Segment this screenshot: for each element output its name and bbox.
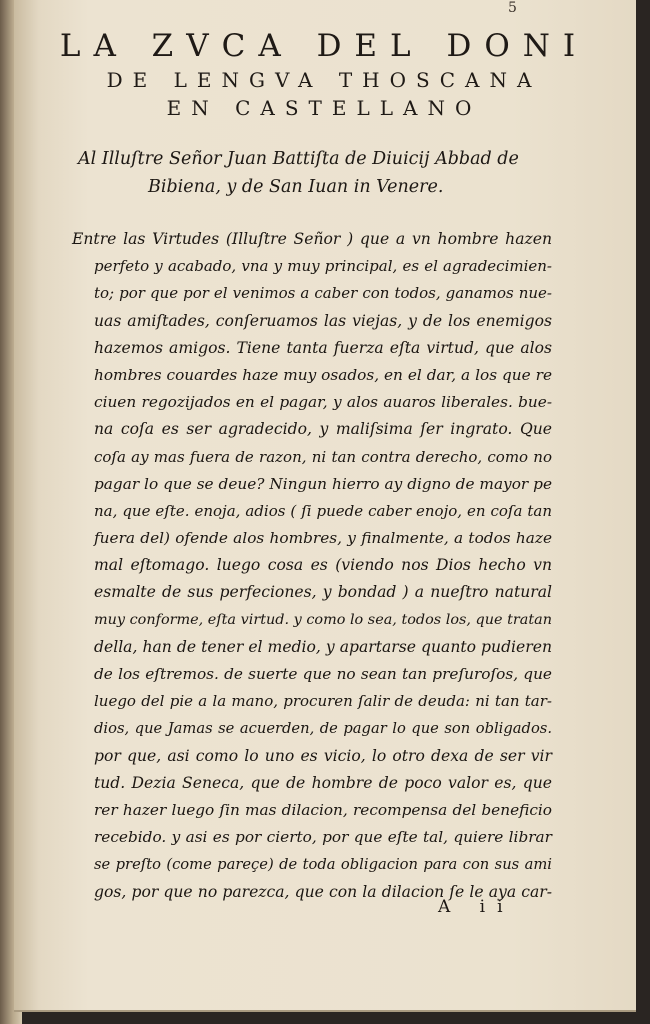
text-line: della, han de tener el medio, y apartarse quanto pudieren bbox=[94, 637, 552, 656]
dedication bbox=[78, 145, 558, 201]
text-line: Entre las Virtudes (Illuſtre Señor ) que a vn hombre hazen bbox=[72, 230, 552, 248]
text-line: na, que eſte. enoja, adios ( ſi puede caber enojo, en coſa tan bbox=[94, 501, 552, 520]
text-line: se preſto (come pareçe) de toda obligacion para con sus ami bbox=[94, 856, 552, 874]
text-line: de los eſtremos. de suerte que no sean tan preſuroſos, que bbox=[94, 665, 552, 683]
text-line: muy conforme, eſta virtud. y como lo sea, todos los, que tratan bbox=[94, 611, 552, 628]
text-line: mal eſtomago. luego cosa es (viendo nos Dios hecho vn bbox=[94, 556, 552, 575]
text-line: tud. Dezia Seneca, que de hombre de poco valor es, que bbox=[94, 773, 552, 792]
text-line: na coſa es ser agradecido, y maliſsima ſer ingrato. Que bbox=[94, 420, 552, 439]
text-line: recebido. y asi es por cierto, por que eſte tal, quiere librar bbox=[94, 828, 552, 847]
text-line: perfeto y acabado, vna y muy principal, es el agradecimien- bbox=[94, 257, 552, 276]
text-line: fuera del) ofende alos hombres, y finalmente, a todos haze bbox=[94, 529, 552, 548]
title-line-3: EN CASTELLANO bbox=[166, 96, 482, 120]
text-line: dios, que Jamas se acuerden, de pagar lo que son obligados. bbox=[94, 720, 552, 738]
text-line: ciuen regozijados en el pagar, y alos auaros liberales. bue- bbox=[94, 393, 552, 412]
text-line: pagar lo que se deue? Ningun hierro ay digno de mayor pe bbox=[94, 474, 552, 493]
title-line-1: LA ZVCA DEL DONI bbox=[59, 28, 589, 64]
page-number-mark: 5 bbox=[508, 0, 517, 16]
body-text bbox=[72, 226, 552, 906]
text-line: coſa ay mas fuera de razon, ni tan contra derecho, como no bbox=[94, 447, 552, 466]
title-line-2: DE LENGVA THOSCANA bbox=[106, 68, 542, 92]
text-line: gos, por que no parezca, que con la dilacion ſe le aya car- bbox=[94, 882, 552, 901]
text-line: rer hazer luego ſin mas dilacion, recompensa del beneficio bbox=[94, 800, 552, 819]
text-line: por que, asi como lo uno es vicio, lo otro dexa de ser vir bbox=[94, 746, 552, 765]
text-line: hazemos amigos. Tiene tanta fuerza eſta virtud, que alos bbox=[94, 338, 552, 357]
text-line: luego del pie a la mano, procuren ſalir de deuda: ni tan tar- bbox=[94, 692, 552, 711]
text-line: hombres couardes haze muy osados, en el dar, a los que re bbox=[94, 365, 552, 384]
dedication-line-2: Bibiena, y de San Iuan in Venere. bbox=[148, 177, 444, 197]
signature-mark: A ii bbox=[438, 897, 515, 917]
text-line: to; por que por el venimos a caber con todos, ganamos nue- bbox=[94, 284, 552, 303]
book-page bbox=[14, 0, 636, 1012]
dedication-line-1: Al Illuſtre Señor Juan Battiſta de Diuicij Abbad de bbox=[78, 149, 519, 169]
text-line: esmalte de sus perfeciones, y bondad ) a nueſtro natural bbox=[94, 583, 552, 602]
text-line: uas amiſtades, conſeruamos las viejas, y de los enemigos bbox=[94, 311, 552, 330]
